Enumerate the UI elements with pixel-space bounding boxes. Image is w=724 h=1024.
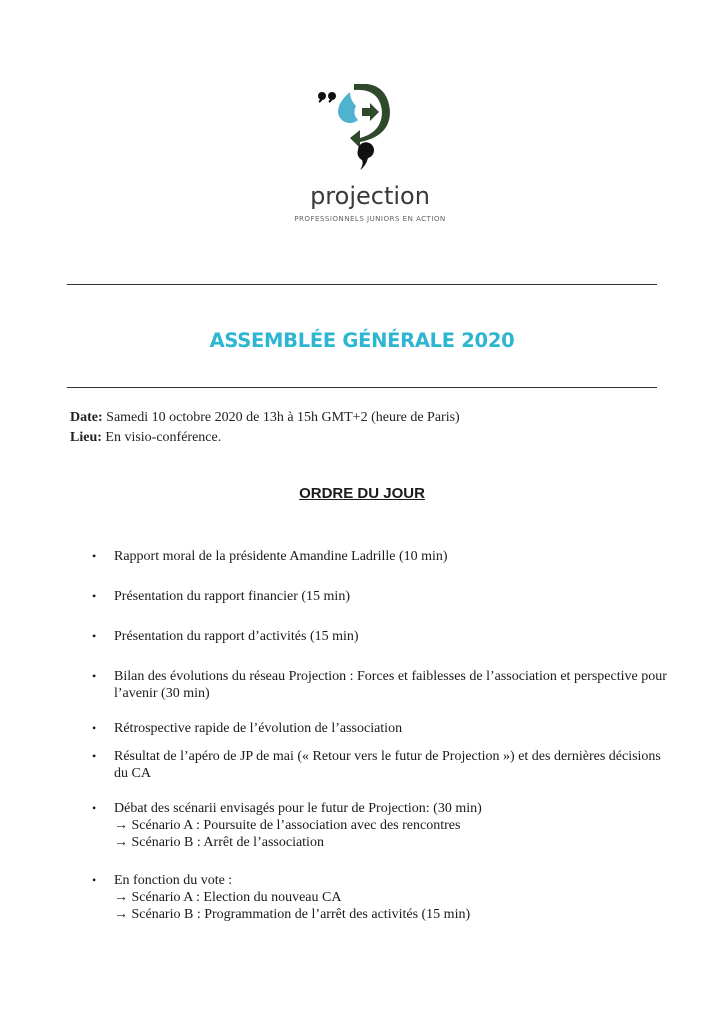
meeting-info [70,408,460,448]
agenda-item [92,720,674,737]
agenda-item-text: Résultat de l’apéro de JP de mai (« Retour vers le futur de Projection ») et des dernières décisions du CA [114,749,661,781]
bottom-divider [67,387,657,388]
bullet-icon: • [92,873,97,887]
bullet-icon: • [92,749,97,763]
agenda-item-text: Présentation du rapport financier (15 min) [114,589,350,604]
bullet-icon: • [92,801,97,815]
agenda-item [92,872,674,923]
bullet-icon: • [92,549,97,563]
bullet-icon: • [92,589,97,603]
question-mark-logo-icon [310,84,430,182]
agenda-item [92,588,674,605]
date-line [70,408,460,428]
agenda-sub-item: → Scénario B : Arrêt de l’association [114,835,324,850]
lieu-value: En visio-conférence. [101,430,222,445]
agenda-item [92,800,674,851]
projection-logo [294,84,446,224]
agenda-item [92,628,674,645]
bullet-icon: • [92,669,97,683]
agenda-sub-item: → Scénario A : Poursuite de l’association avec des rencontres [114,818,461,833]
top-divider [67,284,657,285]
agenda-sub-item: → Scénario B : Programmation de l’arrêt des activités (15 min) [114,907,471,922]
agenda-item-text: Bilan des évolutions du réseau Projection : Forces et faiblesses de l’association et perspective pour l’avenir (30 min) [114,669,667,701]
agenda-heading [0,485,724,503]
date-value: Samedi 10 octobre 2020 de 13h à 15h GMT+2 (heure de Paris) [102,410,460,425]
agenda-item-text: En fonction du vote : [114,873,233,888]
date-label: Date: [70,410,103,425]
agenda-item-text: Débat des scénarii envisagés pour le futur de Projection: (30 min) [114,801,482,816]
bullet-icon: • [92,629,97,643]
agenda-item-text: Rétrospective rapide de l’évolution de l’association [114,721,403,736]
logo-tagline: PROFESSIONNELS JUNIORS EN ACTION [294,214,446,223]
agenda-item-text: Rapport moral de la présidente Amandine Ladrille (10 min) [114,549,448,564]
agenda-item [92,548,674,565]
page-title: ASSEMBLÉE GÉNÉRALE 2020 [209,329,515,352]
agenda-item [92,748,674,782]
logo-wordmark: projection [310,182,430,210]
agenda-heading-text: ORDRE DU JOUR [299,485,425,502]
lieu-line [70,428,460,448]
agenda-sub-item: → Scénario A : Election du nouveau CA [114,890,342,905]
agenda-item [92,668,674,702]
agenda-item-text: Présentation du rapport d’activités (15 min) [114,629,359,644]
lieu-label: Lieu: [70,430,102,445]
bullet-icon: • [92,721,97,735]
